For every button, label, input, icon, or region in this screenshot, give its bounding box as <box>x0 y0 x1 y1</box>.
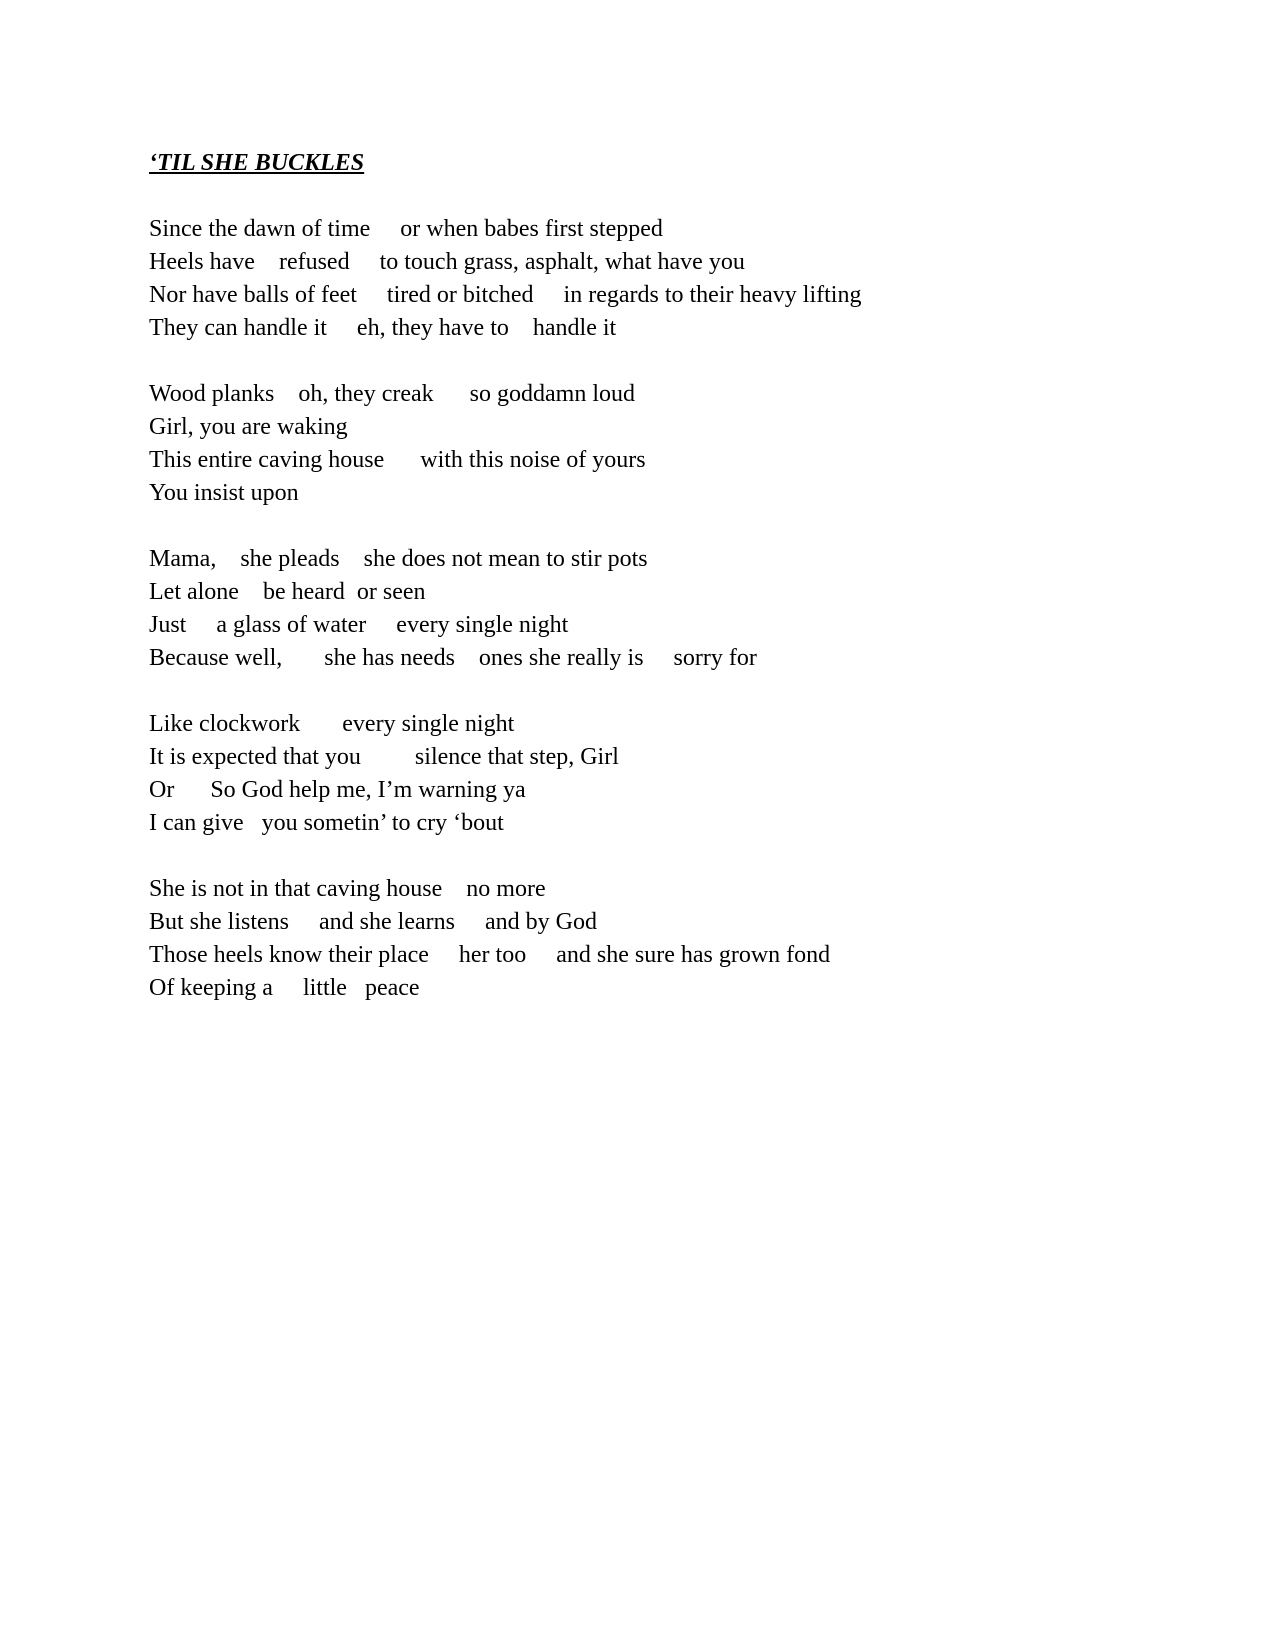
poem-line: Just a glass of water every single night <box>149 612 569 638</box>
poem-line: Like clockwork every single night <box>149 711 515 737</box>
poem-line: Girl, you are waking <box>149 414 348 440</box>
poem-line: They can handle it eh, they have to handle it <box>149 315 617 341</box>
stanza-5 <box>149 873 1149 1005</box>
poem-line: She is not in that caving house no more <box>149 876 546 902</box>
stanza-1 <box>149 213 1149 345</box>
poem-line: Those heels know their place her too and she sure has grown fond <box>149 942 831 968</box>
poem-line: Let alone be heard or seen <box>149 579 426 605</box>
poem-line: Since the dawn of time or when babes first stepped <box>149 216 663 242</box>
poem-line: This entire caving house with this noise of yours <box>149 447 646 473</box>
poem-line: Wood planks oh, they creak so goddamn loud <box>149 381 635 407</box>
stanza-3 <box>149 543 1149 675</box>
stanza-4 <box>149 708 1149 840</box>
poem-line: Heels have refused to touch grass, asphalt, what have you <box>149 249 745 275</box>
poem <box>149 147 1149 1038</box>
poem-line: I can give you sometin’ to cry ‘bout <box>149 810 504 836</box>
poem-line: You insist upon <box>149 480 299 506</box>
poem-line: But she listens and she learns and by God <box>149 909 597 935</box>
poem-line: Nor have balls of feet tired or bitched in regards to their heavy lifting <box>149 282 862 308</box>
poem-title: ‘TIL SHE BUCKLES <box>149 150 365 176</box>
stanza-2 <box>149 378 1149 510</box>
poem-line: It is expected that you silence that step, Girl <box>149 744 619 770</box>
poem-line: Or So God help me, I’m warning ya <box>149 777 526 803</box>
poem-line: Because well, she has needs ones she really is sorry for <box>149 645 757 671</box>
poem-line: Mama, she pleads she does not mean to stir pots <box>149 546 648 572</box>
poem-line: Of keeping a little peace <box>149 975 420 1001</box>
